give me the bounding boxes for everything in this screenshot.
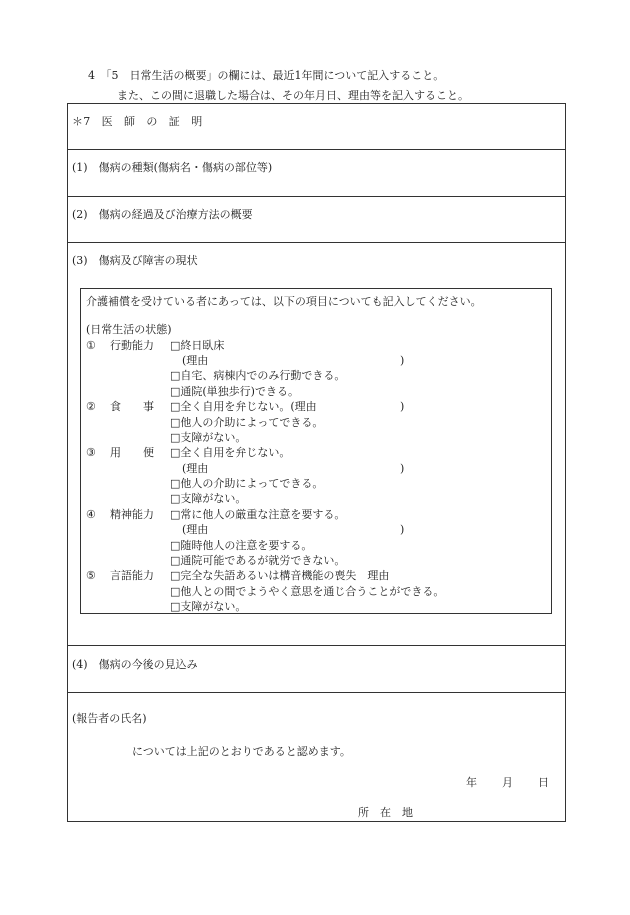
date-year: 年 <box>466 776 477 789</box>
checkbox-option[interactable]: □他人の介助によってできる。 <box>170 477 324 490</box>
reason-close: ) <box>400 354 405 367</box>
note-line-2: また、この間に退職した場合は、その年月日、理由等を記入すること。 <box>117 89 469 102</box>
item-label: 精神能力 <box>110 508 154 521</box>
date-day: 日 <box>538 776 549 789</box>
checkbox-option[interactable]: □全く自用を弁じない。(理由 <box>170 400 317 413</box>
section-1-title: (1) 傷病の種類(傷病名・傷病の部位等) <box>72 161 273 174</box>
row-divider <box>67 645 566 646</box>
section-2-title: (2) 傷病の経過及び治療方法の概要 <box>72 208 253 221</box>
item-label: 用 便 <box>110 446 154 459</box>
checkbox-option[interactable]: □自宅、病棟内でのみ行動できる。 <box>170 369 346 382</box>
checkbox-option[interactable]: □終日臥床 <box>170 339 225 352</box>
certificate-title: ＊7 医 師 の 証 明 <box>72 115 203 128</box>
note-line-1: 4 「5 日常生活の概要」の欄には、最近1年間について記入すること。 <box>88 69 445 82</box>
checkbox-option[interactable]: □支障がない。 <box>170 492 247 505</box>
section-3-title: (3) 傷病及び障害の現状 <box>72 254 198 267</box>
checkbox-option[interactable]: □他人の介助によってできる。 <box>170 416 324 429</box>
row-divider <box>67 242 566 243</box>
item-number: ① <box>86 339 96 352</box>
reason-open: (理由 <box>182 462 209 475</box>
reason-close: ) <box>400 400 405 413</box>
checkbox-option[interactable]: □支障がない。 <box>170 431 247 444</box>
reason-open: (理由 <box>182 354 209 367</box>
checkbox-option[interactable]: □通院可能であるが就労できない。 <box>170 554 346 567</box>
date-month: 月 <box>502 776 513 789</box>
checkbox-option[interactable]: □完全な失語あるいは構音機能の喪失 理由 <box>170 569 390 582</box>
checkbox-option[interactable]: □全く自用を弁じない。 <box>170 446 291 459</box>
address-label: 所 在 地 <box>358 806 413 819</box>
reason-open: (理由 <box>182 523 209 536</box>
care-heading: (日常生活の状態) <box>86 323 172 336</box>
item-number: ④ <box>86 508 96 521</box>
checkbox-option[interactable]: □通院(単独歩行)できる。 <box>170 385 299 398</box>
checkbox-option[interactable]: □支障がない。 <box>170 600 247 613</box>
section-4-title: (4) 傷病の今後の見込み <box>72 658 198 671</box>
item-number: ② <box>86 400 96 413</box>
item-label: 言語能力 <box>110 569 154 582</box>
row-divider <box>67 149 566 150</box>
item-label: 食 事 <box>110 400 154 413</box>
row-divider <box>67 692 566 693</box>
item-number: ⑤ <box>86 569 96 582</box>
care-intro: 介護補償を受けている者にあっては、以下の項目についても記入してください。 <box>86 295 482 308</box>
reason-close: ) <box>400 462 405 475</box>
confirmation-text: については上記のとおりであると認めます。 <box>132 745 351 758</box>
checkbox-option[interactable]: □常に他人の厳重な注意を要する。 <box>170 508 346 521</box>
reporter-label: (報告者の氏名) <box>72 712 147 725</box>
reason-close: ) <box>400 523 405 536</box>
item-label: 行動能力 <box>110 339 154 352</box>
checkbox-option[interactable]: □随時他人の注意を要する。 <box>170 539 313 552</box>
checkbox-option[interactable]: □他人との間でようやく意思を通じ合うことができる。 <box>170 585 445 598</box>
item-number: ③ <box>86 446 96 459</box>
row-divider <box>67 196 566 197</box>
